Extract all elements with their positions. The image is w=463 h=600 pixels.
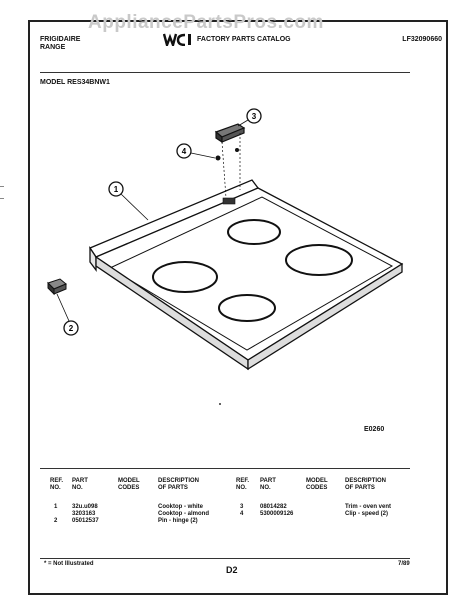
scan-mark	[0, 186, 4, 187]
speed-clip	[216, 148, 240, 161]
table-row-part: 5300009126	[260, 511, 294, 517]
figure-code: E0260	[364, 426, 385, 433]
table-row-desc: Trim - oven vent	[345, 504, 392, 510]
scan-mark	[0, 198, 4, 199]
product-type: RANGE	[40, 44, 66, 51]
footer-rule	[40, 558, 410, 559]
speck	[219, 403, 221, 405]
table-row-part: 05012537	[72, 518, 99, 524]
burner-opening-rear-right	[286, 245, 352, 275]
callout-2	[57, 294, 78, 335]
table-row-desc: Cooktop - almond	[158, 511, 209, 517]
table-row-part: 08014282	[260, 504, 287, 510]
table-row-ref: 3	[240, 504, 244, 510]
model-number: MODEL RES34BNW1	[40, 79, 110, 86]
header-ref-no-right: REF. NO.	[236, 478, 250, 491]
header-part-no: PART NO.	[72, 478, 88, 491]
cooktop-assembly	[90, 180, 402, 369]
table-row-desc: Cooktop - white	[158, 504, 203, 510]
header-model-codes-right: MODEL CODES	[306, 478, 328, 491]
callout-4	[177, 144, 215, 158]
header-description-right: DESCRIPTION OF PARTS	[345, 478, 387, 491]
header-part-no-right: PART NO.	[260, 478, 276, 491]
table-row-desc: Clip - speed (2)	[345, 511, 389, 517]
table-row-desc: Pin - hinge (2)	[158, 518, 198, 524]
catalog-title: FACTORY PARTS CATALOG	[197, 36, 291, 43]
callout-4-label: 4	[181, 147, 187, 156]
table-row-part: 3203163	[72, 511, 96, 517]
burner-opening-rear-left	[228, 220, 280, 244]
callout-1-label: 1	[113, 185, 119, 194]
footnote: * = Not Illustrated	[44, 561, 94, 567]
header-description: DESCRIPTION OF PARTS	[158, 478, 200, 491]
callout-3	[238, 109, 261, 126]
burner-opening-front-left	[153, 262, 217, 292]
table-row-ref: 1	[54, 504, 58, 510]
leader-vent-trim	[222, 142, 226, 198]
callout-3-label: 3	[251, 112, 257, 121]
table-row-part: 32u.u098	[72, 504, 98, 510]
header-model-codes: MODEL CODES	[118, 478, 140, 491]
catalog-number: LF32090660	[402, 36, 442, 43]
watermark-text: AppliancePartsPros.com	[88, 12, 324, 33]
table-row-ref: 2	[54, 518, 58, 524]
header-ref-no: REF. NO.	[50, 478, 64, 491]
burner-opening-front-right	[219, 295, 275, 321]
vent-slot	[223, 198, 235, 204]
callout-2-label: 2	[68, 324, 74, 333]
page-number: D2	[226, 565, 238, 575]
brand-name: FRIGIDAIRE	[40, 36, 81, 43]
callout-1	[109, 182, 148, 220]
table-row-ref: 4	[240, 511, 244, 517]
table-top-rule	[40, 468, 410, 469]
hinge-pin	[48, 279, 66, 294]
revision-date: 7/89	[398, 561, 410, 567]
